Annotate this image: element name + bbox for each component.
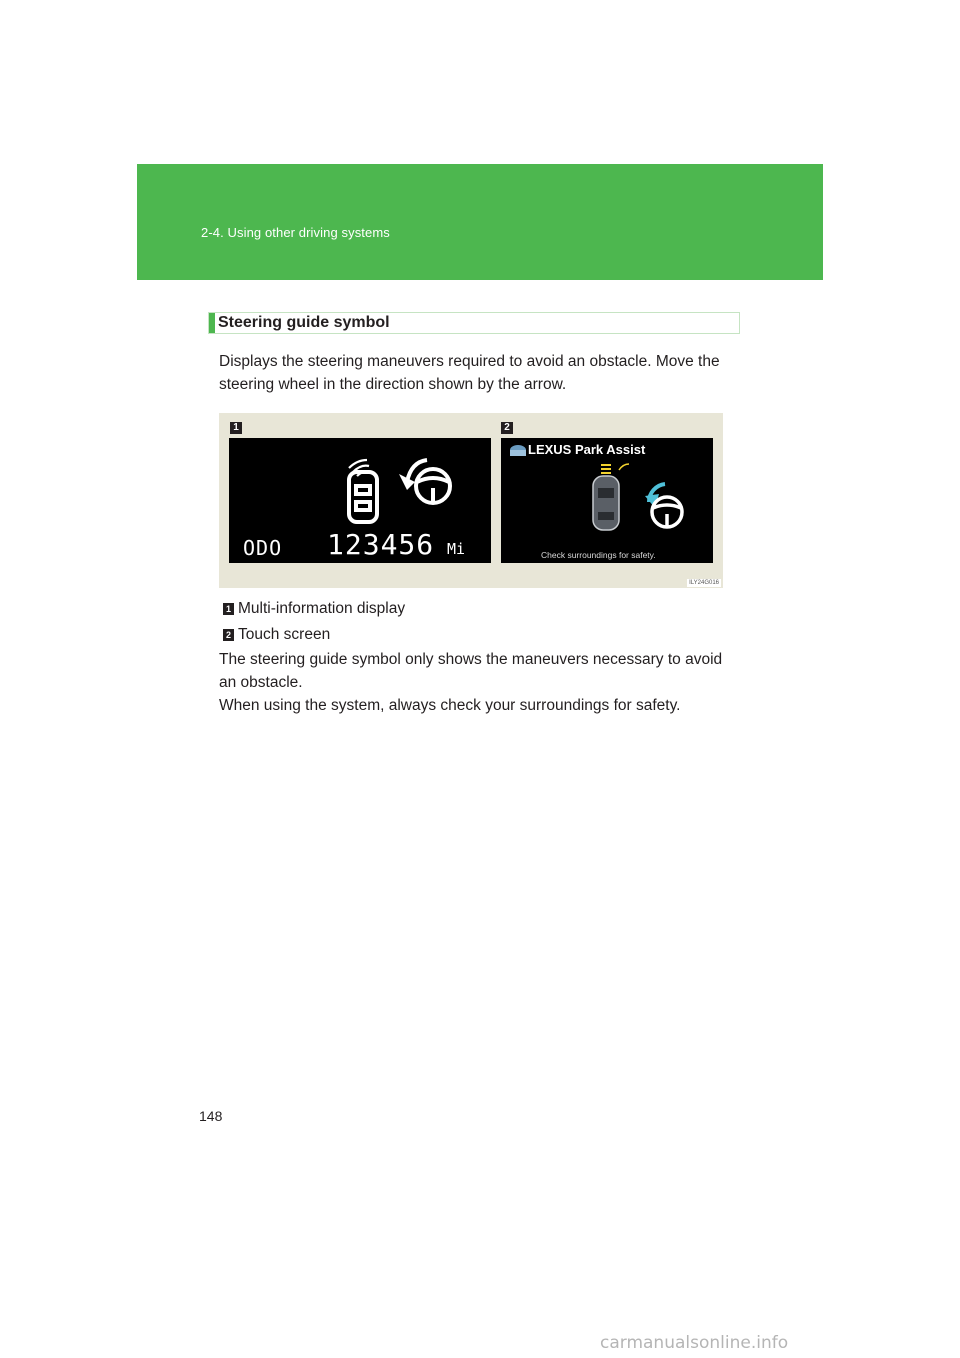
touch-screen: [501, 438, 713, 563]
odo-value: 123456: [327, 528, 435, 561]
section-title: Steering guide symbol: [218, 314, 390, 331]
sensor-bars-icon: [601, 464, 611, 474]
figure-marker-1: 1: [230, 422, 242, 434]
chapter-header: [137, 164, 823, 280]
heading-accent-bar: [209, 313, 215, 333]
odo-label: ODO: [243, 536, 283, 560]
note-line-1: The steering guide symbol only shows the maneuvers necessary to avoid: [219, 651, 723, 668]
steering-wheel-icon-touch: [652, 497, 682, 527]
car-body-icon: [593, 476, 619, 530]
figure-code: ILY24G016: [689, 580, 719, 586]
car-top-view-icon: [349, 472, 377, 522]
legend-item-1: [223, 599, 405, 619]
figure-marker-2: 2: [501, 422, 513, 434]
legend-label-1: Multi-information display: [238, 600, 406, 617]
intro-line-2: steering wheel in the direction shown by the arrow.: [219, 376, 567, 393]
legend-label-2: Touch screen: [238, 626, 331, 643]
touch-title: LEXUS Park Assist: [528, 442, 646, 457]
chapter-label: 2-4. Using other driving systems: [201, 225, 390, 240]
odo-unit: Mi: [447, 540, 466, 558]
legend-item-2: [223, 625, 330, 645]
park-assist-icon: [510, 445, 526, 456]
multi-information-display: [229, 438, 491, 563]
note-line-3: When using the system, always check your surroundings for safety.: [219, 697, 681, 714]
figure: [219, 413, 723, 588]
page-number: 148: [199, 1108, 223, 1124]
legend-marker-2: 2: [223, 629, 234, 641]
legend-marker-1: 1: [223, 603, 234, 615]
intro-line-1: Displays the steering maneuvers required to avoid an obstacle. Move the: [219, 353, 720, 370]
section-heading: [208, 312, 740, 334]
steering-wheel-icon: [416, 469, 450, 503]
watermark: carmanualsonline.info: [600, 1333, 789, 1353]
note-line-2: an obstacle.: [219, 674, 303, 691]
sensor-wave-icon: [619, 464, 629, 470]
touch-message: Check surroundings for safety.: [541, 550, 656, 560]
